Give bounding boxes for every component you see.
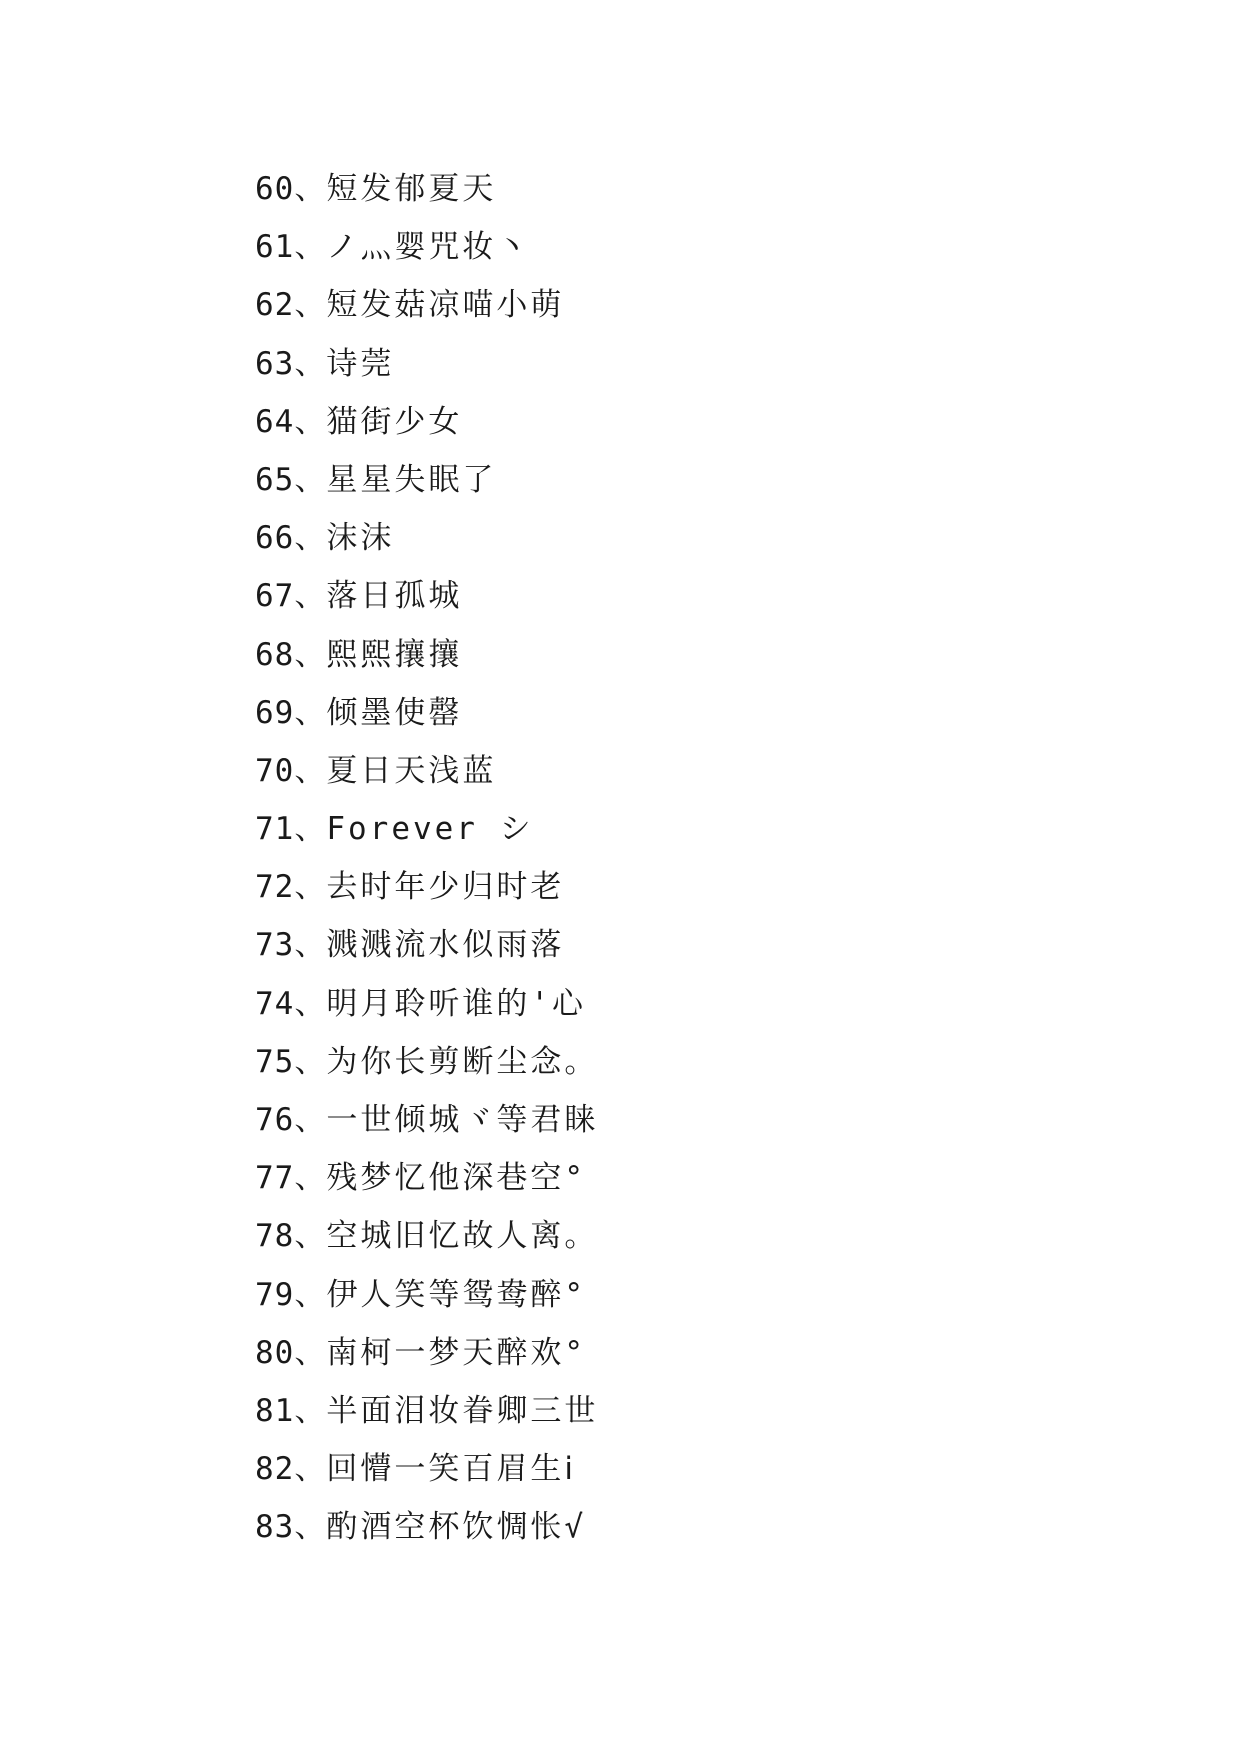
item-text: 明月聆听谁的'心	[326, 985, 586, 1022]
item-number: 75、	[255, 1043, 327, 1080]
item-text: 回懵一笑百眉生ⅰ	[326, 1451, 576, 1488]
list-item	[255, 1382, 598, 1440]
list-item	[255, 1033, 598, 1091]
item-number: 66、	[255, 520, 327, 557]
item-text: 伊人笑等鸳鸯醉°	[326, 1276, 586, 1313]
item-text: 去时年少归时老	[326, 869, 565, 906]
item-text: 倾墨使罄	[326, 694, 463, 731]
list-item	[255, 800, 598, 858]
item-text: 猫街少女	[326, 403, 463, 440]
list-item	[255, 567, 598, 625]
list-item	[255, 218, 598, 276]
item-text: 落日孤城	[326, 578, 463, 615]
item-number: 74、	[255, 985, 327, 1022]
list-item	[255, 858, 598, 916]
item-number: 65、	[255, 461, 327, 498]
item-number: 70、	[255, 752, 327, 789]
item-text: 短发菇凉喵小萌	[326, 287, 565, 324]
item-number: 63、	[255, 345, 327, 382]
item-number: 77、	[255, 1160, 327, 1197]
list-item	[255, 1324, 598, 1382]
list-item	[255, 742, 598, 800]
item-number: 68、	[255, 636, 327, 673]
item-number: 64、	[255, 403, 327, 440]
item-text: Forever シ	[326, 811, 534, 848]
list-item	[255, 626, 598, 684]
nickname-list	[255, 160, 598, 1557]
list-item	[255, 1266, 598, 1324]
item-text: 溅溅流水似雨落	[326, 927, 565, 964]
list-item	[255, 509, 598, 567]
item-number: 62、	[255, 287, 327, 324]
list-item	[255, 335, 598, 393]
item-number: 78、	[255, 1218, 327, 1255]
item-text: 为你长剪断尘念。	[326, 1043, 599, 1080]
list-item	[255, 451, 598, 509]
list-item	[255, 1498, 598, 1556]
item-number: 76、	[255, 1102, 327, 1138]
list-item	[255, 1149, 598, 1207]
item-text: 南柯一梦天醉欢°	[326, 1334, 586, 1371]
item-number: 79、	[255, 1276, 327, 1313]
item-text: 一世倾城ヾ等君睐	[326, 1102, 599, 1138]
item-text: 短发郁夏天	[326, 171, 497, 207]
item-number: 83、	[255, 1509, 327, 1546]
list-item	[255, 276, 598, 334]
item-number: 71、	[255, 811, 327, 848]
item-number: 80、	[255, 1334, 327, 1371]
item-number: 72、	[255, 869, 327, 906]
item-text: 熙熙攘攘	[326, 636, 463, 673]
item-number: 67、	[255, 578, 327, 615]
item-text: 残梦忆他深巷空°	[326, 1160, 586, 1197]
item-number: 69、	[255, 694, 327, 731]
list-item	[255, 916, 598, 974]
item-text: 酌酒空杯饮惆怅√	[326, 1509, 586, 1546]
item-text: 沫沫	[326, 520, 395, 557]
list-item	[255, 160, 598, 218]
item-text: ノ灬婴咒妆丶	[326, 229, 531, 266]
item-number: 61、	[255, 229, 327, 266]
item-text: 半面泪妆眷卿三世	[326, 1392, 599, 1429]
list-item	[255, 1207, 598, 1265]
item-number: 73、	[255, 927, 327, 964]
item-number: 60、	[255, 171, 327, 207]
list-item	[255, 1091, 598, 1149]
item-number: 81、	[255, 1392, 327, 1429]
item-text: 诗莞	[326, 345, 395, 382]
item-number: 82、	[255, 1451, 327, 1488]
item-text: 星星失眠了	[326, 461, 497, 498]
list-item	[255, 1440, 598, 1498]
list-item	[255, 975, 598, 1033]
item-text: 空城旧忆故人离。	[326, 1218, 599, 1255]
list-item	[255, 684, 598, 742]
list-item	[255, 393, 598, 451]
item-text: 夏日天浅蓝	[326, 752, 497, 789]
